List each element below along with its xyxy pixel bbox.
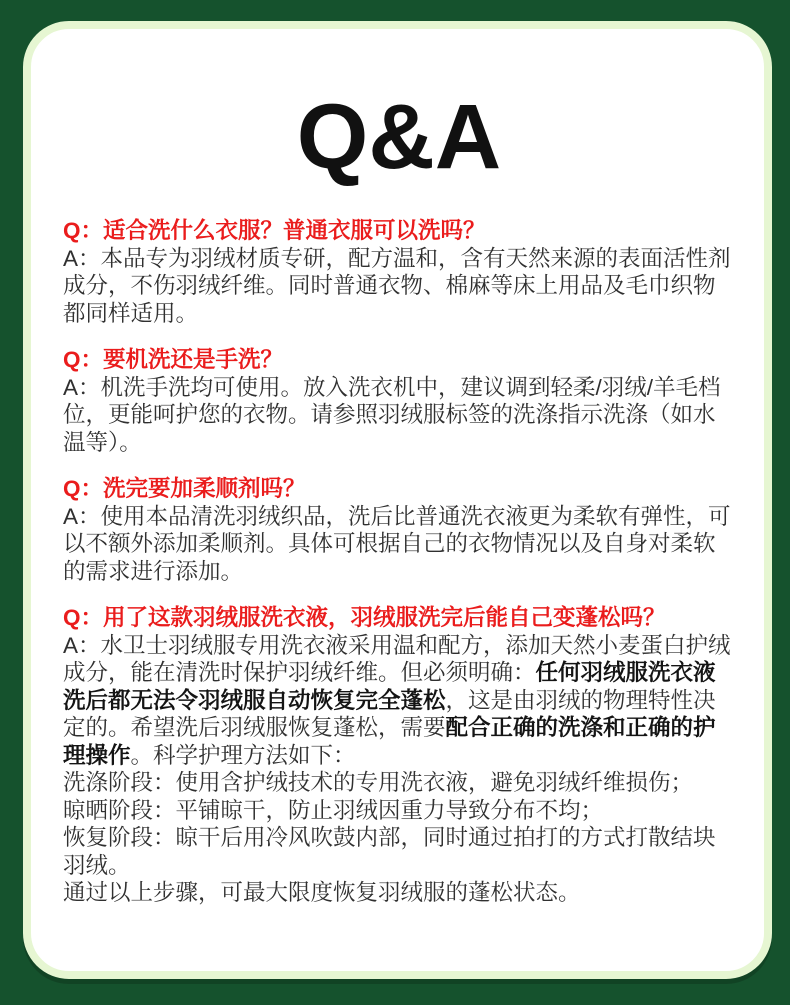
qa-sections bbox=[63, 217, 735, 907]
page-title: Q&A bbox=[296, 86, 502, 188]
answer-text-segment: A：水卫士羽绒服专用洗衣液采用温和配方，添加天然小麦蛋白护绒成分，能在清洗时保护羽绒纤维。但必须明确： bbox=[63, 632, 731, 685]
qa-question: Q：洗完要加柔顺剂吗？ bbox=[63, 476, 306, 501]
answer-text-segment: 晾晒阶段：平铺晾干，防止羽绒因重力导致分布不均； bbox=[63, 797, 604, 823]
qa-card bbox=[23, 21, 772, 979]
qa-question: Q：适合洗什么衣服？普通衣服可以洗吗？ bbox=[63, 218, 486, 243]
qa-answer bbox=[63, 245, 735, 328]
answer-bold-segment: 任何羽绒服洗衣液洗后都无法令羽绒服自动恢复完全蓬松 bbox=[63, 660, 716, 713]
qa-section bbox=[63, 346, 735, 456]
answer-bold-segment: 配合正确的洗涤和正确的护理操作 bbox=[63, 715, 716, 768]
answer-text-segment: 洗涤阶段：使用含护绒技术的专用洗衣液，避免羽绒纤维损伤； bbox=[63, 770, 694, 795]
qa-answer bbox=[63, 632, 735, 770]
answer-text-segment: 。科学护理方法如下： bbox=[130, 742, 356, 768]
qa-question: Q：用了这款羽绒服洗衣液，羽绒服洗完后能自己变蓬松吗？ bbox=[63, 605, 666, 630]
qa-section bbox=[63, 604, 735, 907]
answer-text-segment: 恢复阶段：晾干后用冷风吹鼓内部，同时通过拍打的方式打散结块羽绒。 bbox=[63, 825, 716, 878]
qa-answer bbox=[63, 797, 735, 825]
qa-answer bbox=[63, 769, 735, 797]
answer-text-segment: A：本品专为羽绒材质专研，配方温和，含有天然来源的表面活性剂成分，不伤羽绒纤维。同时普通衣物、棉麻等床上用品及毛巾织物都同样适用。 bbox=[63, 245, 731, 326]
qa-section bbox=[63, 217, 735, 327]
qa-answer bbox=[63, 374, 735, 457]
qa-answer bbox=[63, 503, 735, 586]
qa-answer bbox=[63, 824, 735, 879]
answer-text-segment: 通过以上步骤，可最大限度恢复羽绒服的蓬松状态。 bbox=[63, 880, 581, 905]
answer-text-segment: ，这是由羽绒的物理特性决定的。希望洗后羽绒服恢复蓬松，需要 bbox=[63, 687, 716, 740]
answer-text-segment: A：机洗手洗均可使用。放入洗衣机中，建议调到轻柔/羽绒/羊毛档位，更能呵护您的衣物。请参照羽绒服标签的洗涤指示洗涤（如水温等）。 bbox=[63, 374, 721, 455]
answer-text-segment: A：使用本品清洗羽绒织品，洗后比普通洗衣液更为柔软有弹性，可以不额外添加柔顺剂。具体可根据自己的衣物情况以及自身对柔软的需求进行添加。 bbox=[63, 503, 731, 584]
qa-answer bbox=[63, 879, 735, 907]
qa-card-content bbox=[31, 86, 764, 907]
qa-question: Q：要机洗还是手洗？ bbox=[63, 347, 284, 372]
qa-section bbox=[63, 475, 735, 585]
